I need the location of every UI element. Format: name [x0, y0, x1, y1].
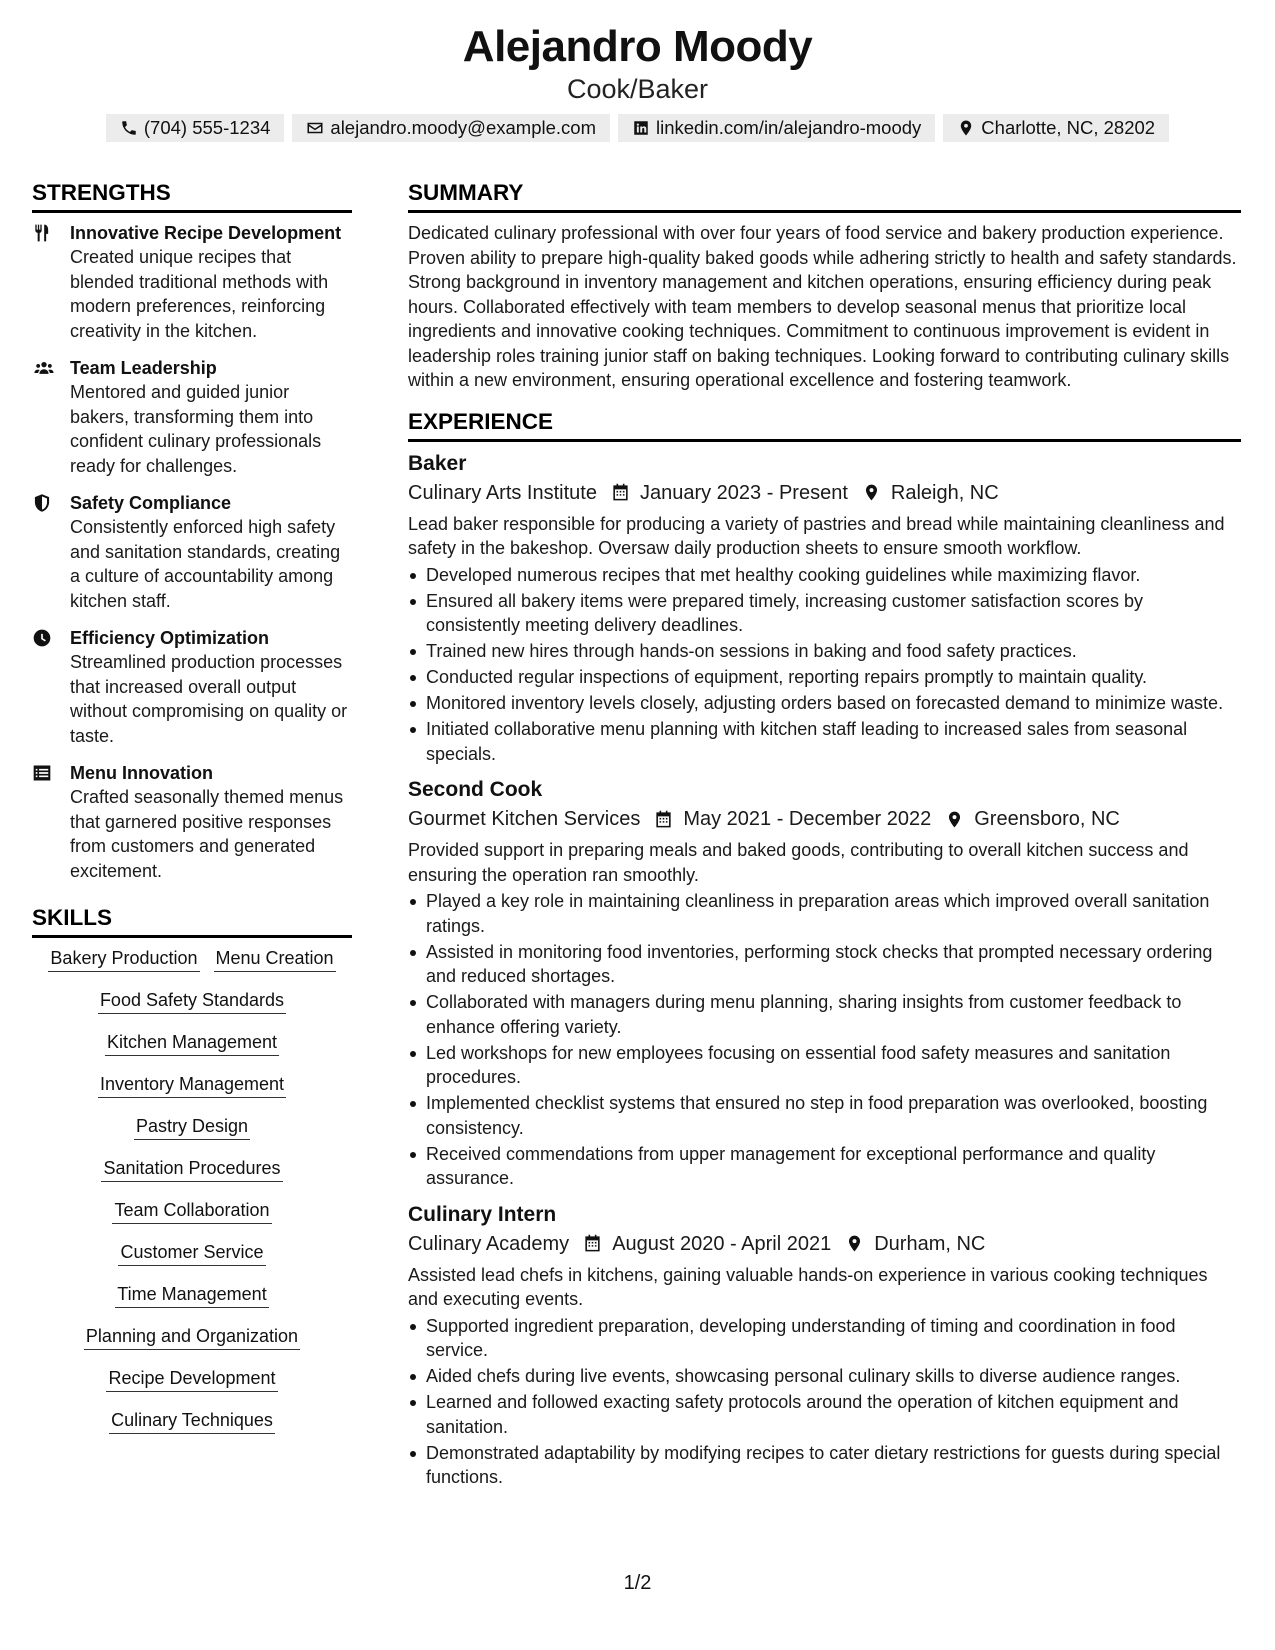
job-meta: [408, 478, 1241, 508]
job-bullets: [408, 889, 1241, 1191]
strength-title: Menu Innovation: [70, 763, 213, 783]
candidate-title: Cook/Baker: [566, 74, 709, 104]
resume-header: [0, 22, 1275, 142]
contact-location: [943, 114, 1169, 142]
job-location: Durham, NC: [874, 1232, 986, 1255]
job-location: Raleigh, NC: [890, 481, 999, 504]
contact-linkedin: [618, 114, 935, 142]
skill-tag: Recipe Development: [106, 1366, 277, 1392]
contact-linkedin-text: linkedin.com/in/alejandro-moody: [655, 117, 922, 138]
users-icon: [32, 358, 56, 378]
skill-tag: Sanitation Procedures: [101, 1156, 282, 1182]
job-company: Gourmet Kitchen Services: [408, 808, 641, 830]
clock-icon: [32, 628, 52, 648]
skill-tag: Culinary Techniques: [109, 1408, 275, 1434]
job-dates: August 2020 - April 2021: [612, 1232, 832, 1255]
job-title: Baker: [408, 451, 467, 475]
job-entry: [408, 1201, 1241, 1490]
map-pin-icon: [845, 1234, 864, 1253]
bullet-item: Developed numerous recipes that met healthy cooking guidelines while maximizing flavor.: [408, 563, 1241, 588]
bullet-item: Assisted in monitoring food inventories, performing stock checks that prompted necessary ordering and reduced shortages.: [408, 940, 1241, 989]
bullet-item: Played a key role in maintaining cleanliness in preparation areas which improved overall sanitation ratings.: [408, 889, 1241, 938]
strength-title: Team Leadership: [70, 358, 217, 378]
strength-title: Efficiency Optimization: [70, 628, 270, 648]
skill-tag: Planning and Organization: [84, 1324, 300, 1350]
bullet-item: Collaborated with managers during menu planning, sharing insights from customer feedback to enhance offering variety.: [408, 990, 1241, 1039]
job-location: Greensboro, NC: [974, 808, 1120, 830]
phone-icon: [120, 119, 138, 137]
contact-phone: [106, 114, 285, 142]
contact-phone-text: (704) 555-1234: [143, 117, 271, 138]
job-company: Culinary Academy: [408, 1232, 570, 1255]
strength-title: Safety Compliance: [70, 493, 232, 513]
job-title: Culinary Intern: [408, 1202, 557, 1226]
calendar-icon: [583, 1234, 602, 1253]
job-meta: [408, 804, 1241, 834]
candidate-name: Alejandro Moody: [462, 22, 813, 71]
bullet-item: Implemented checklist systems that ensured no step in food preparation was overlooked, boosting consistency.: [408, 1091, 1241, 1140]
map-pin-icon: [957, 119, 975, 137]
strength-title: Innovative Recipe Development: [70, 223, 342, 243]
skill-tag: Team Collaboration: [112, 1198, 271, 1224]
job-bullets: [408, 1314, 1241, 1490]
strength-item: [32, 221, 352, 343]
bullet-item: Ensured all bakery items were prepared timely, increasing customer satisfaction scores by consistently meeting delivery deadlines.: [408, 589, 1241, 638]
summary-text: Dedicated culinary professional with over four years of food service and bakery production experience. Proven ability to prepare high-quality baked goods while adhering strictly to health and safety standards. Strong background in inventory management and kitchen operations, ensuring efficiency during peak hours. Collaborated effectively with team members to develop seasonal menus that prioritize local ingredients and innovative cooking techniques. Commitment to continuous improvement is evident in leadership roles training junior staff on baking techniques. Looking forward to contributing culinary skills within a new environment, ensuring operational excellence and fostering teamwork.: [408, 223, 1237, 390]
strength-item: [32, 761, 352, 883]
skill-tag: Menu Creation: [214, 946, 336, 972]
bullet-item: Received commendations from upper management for exceptional performance and quality assurance.: [408, 1142, 1241, 1191]
job-company: Culinary Arts Institute: [408, 481, 597, 504]
bullet-item: Monitored inventory levels closely, adjusting orders based on forecasted demand to minimize waste.: [408, 691, 1241, 716]
skill-tag: Time Management: [115, 1282, 268, 1308]
bullet-item: Aided chefs during live events, showcasing personal culinary skills to diverse audience ranges.: [408, 1364, 1241, 1389]
skill-tag: Pastry Design: [134, 1114, 250, 1140]
utensils-icon: [32, 223, 52, 243]
bullet-item: Initiated collaborative menu planning with kitchen staff leading to increased sales from seasonal specials.: [408, 717, 1241, 766]
strength-description: Mentored and guided junior bakers, transforming them into confident culinary professionals ready for challenges.: [70, 382, 322, 476]
left-column: [32, 178, 352, 1450]
contact-location-text: Charlotte, NC, 28202: [981, 117, 1156, 138]
bullet-item: Led workshops for new employees focusing on essential food safety measures and sanitation procedures.: [408, 1041, 1241, 1090]
job-description: Provided support in preparing meals and baked goods, contributing to overall kitchen success and ensuring the operation ran smoothly.: [408, 840, 1189, 885]
experience-heading: EXPERIENCE: [408, 407, 1241, 442]
linkedin-icon: [632, 119, 650, 137]
strength-item: [32, 491, 352, 613]
page-number: 1/2: [623, 1572, 652, 1594]
calendar-icon: [611, 483, 630, 502]
strength-description: Created unique recipes that blended traditional methods with modern preferences, reinforcing creativity in the kitchen.: [70, 247, 329, 341]
list-icon: [32, 763, 52, 783]
job-description: Lead baker responsible for producing a variety of pastries and bread while maintaining cleanliness and safety in the bakeshop. Oversaw daily production sheets to ensure smooth workflow.: [408, 513, 1225, 558]
right-column: [408, 178, 1241, 1500]
skill-tag: Bakery Production: [48, 946, 199, 972]
strength-description: Consistently enforced high safety and sanitation standards, creating a culture of accountability among kitchen staff.: [70, 517, 341, 611]
skill-tag: Customer Service: [118, 1240, 265, 1266]
skills-heading: SKILLS: [32, 903, 352, 938]
contact-bar: [0, 114, 1275, 142]
contact-email: [292, 114, 610, 142]
job-bullets: [408, 563, 1241, 767]
bullet-item: Demonstrated adaptability by modifying recipes to cater dietary restrictions for guests during special functions.: [408, 1441, 1241, 1490]
skill-tag: Kitchen Management: [105, 1030, 279, 1056]
shield-icon: [32, 493, 52, 513]
bullet-item: Conducted regular inspections of equipment, reporting repairs promptly to maintain quality.: [408, 665, 1241, 690]
strength-item: [32, 626, 352, 748]
job-dates: May 2021 - December 2022: [683, 808, 932, 830]
strengths-heading: STRENGTHS: [32, 178, 352, 213]
map-pin-icon: [862, 483, 881, 502]
bullet-item: Supported ingredient preparation, developing understanding of timing and coordination in food service.: [408, 1314, 1241, 1363]
job-dates: January 2023 - Present: [639, 481, 848, 504]
contact-email-text: alejandro.moody@example.com: [330, 117, 596, 138]
strength-item: [32, 356, 352, 478]
envelope-icon: [306, 119, 324, 137]
skill-tag: Inventory Management: [98, 1072, 286, 1098]
summary-heading: SUMMARY: [408, 178, 1241, 213]
skill-tag: Food Safety Standards: [98, 988, 286, 1014]
strength-description: Crafted seasonally themed menus that garnered positive responses from customers and generated excitement.: [70, 787, 344, 881]
skills-list: [32, 946, 352, 1450]
job-description: Assisted lead chefs in kitchens, gaining valuable hands-on experience in various cooking techniques and executing events.: [408, 1264, 1208, 1309]
job-title: Second Cook: [408, 778, 543, 801]
job-entry: [408, 450, 1241, 767]
bullet-item: Trained new hires through hands-on sessions in baking and food safety practices.: [408, 639, 1241, 664]
calendar-icon: [654, 810, 673, 829]
map-pin-icon: [945, 810, 964, 829]
job-meta: [408, 1229, 1241, 1259]
strength-description: Streamlined production processes that increased overall output without compromising on quality or taste.: [70, 652, 348, 746]
job-entry: [408, 776, 1241, 1191]
bullet-item: Learned and followed exacting safety protocols around the operation of kitchen equipment and sanitation.: [408, 1390, 1241, 1439]
